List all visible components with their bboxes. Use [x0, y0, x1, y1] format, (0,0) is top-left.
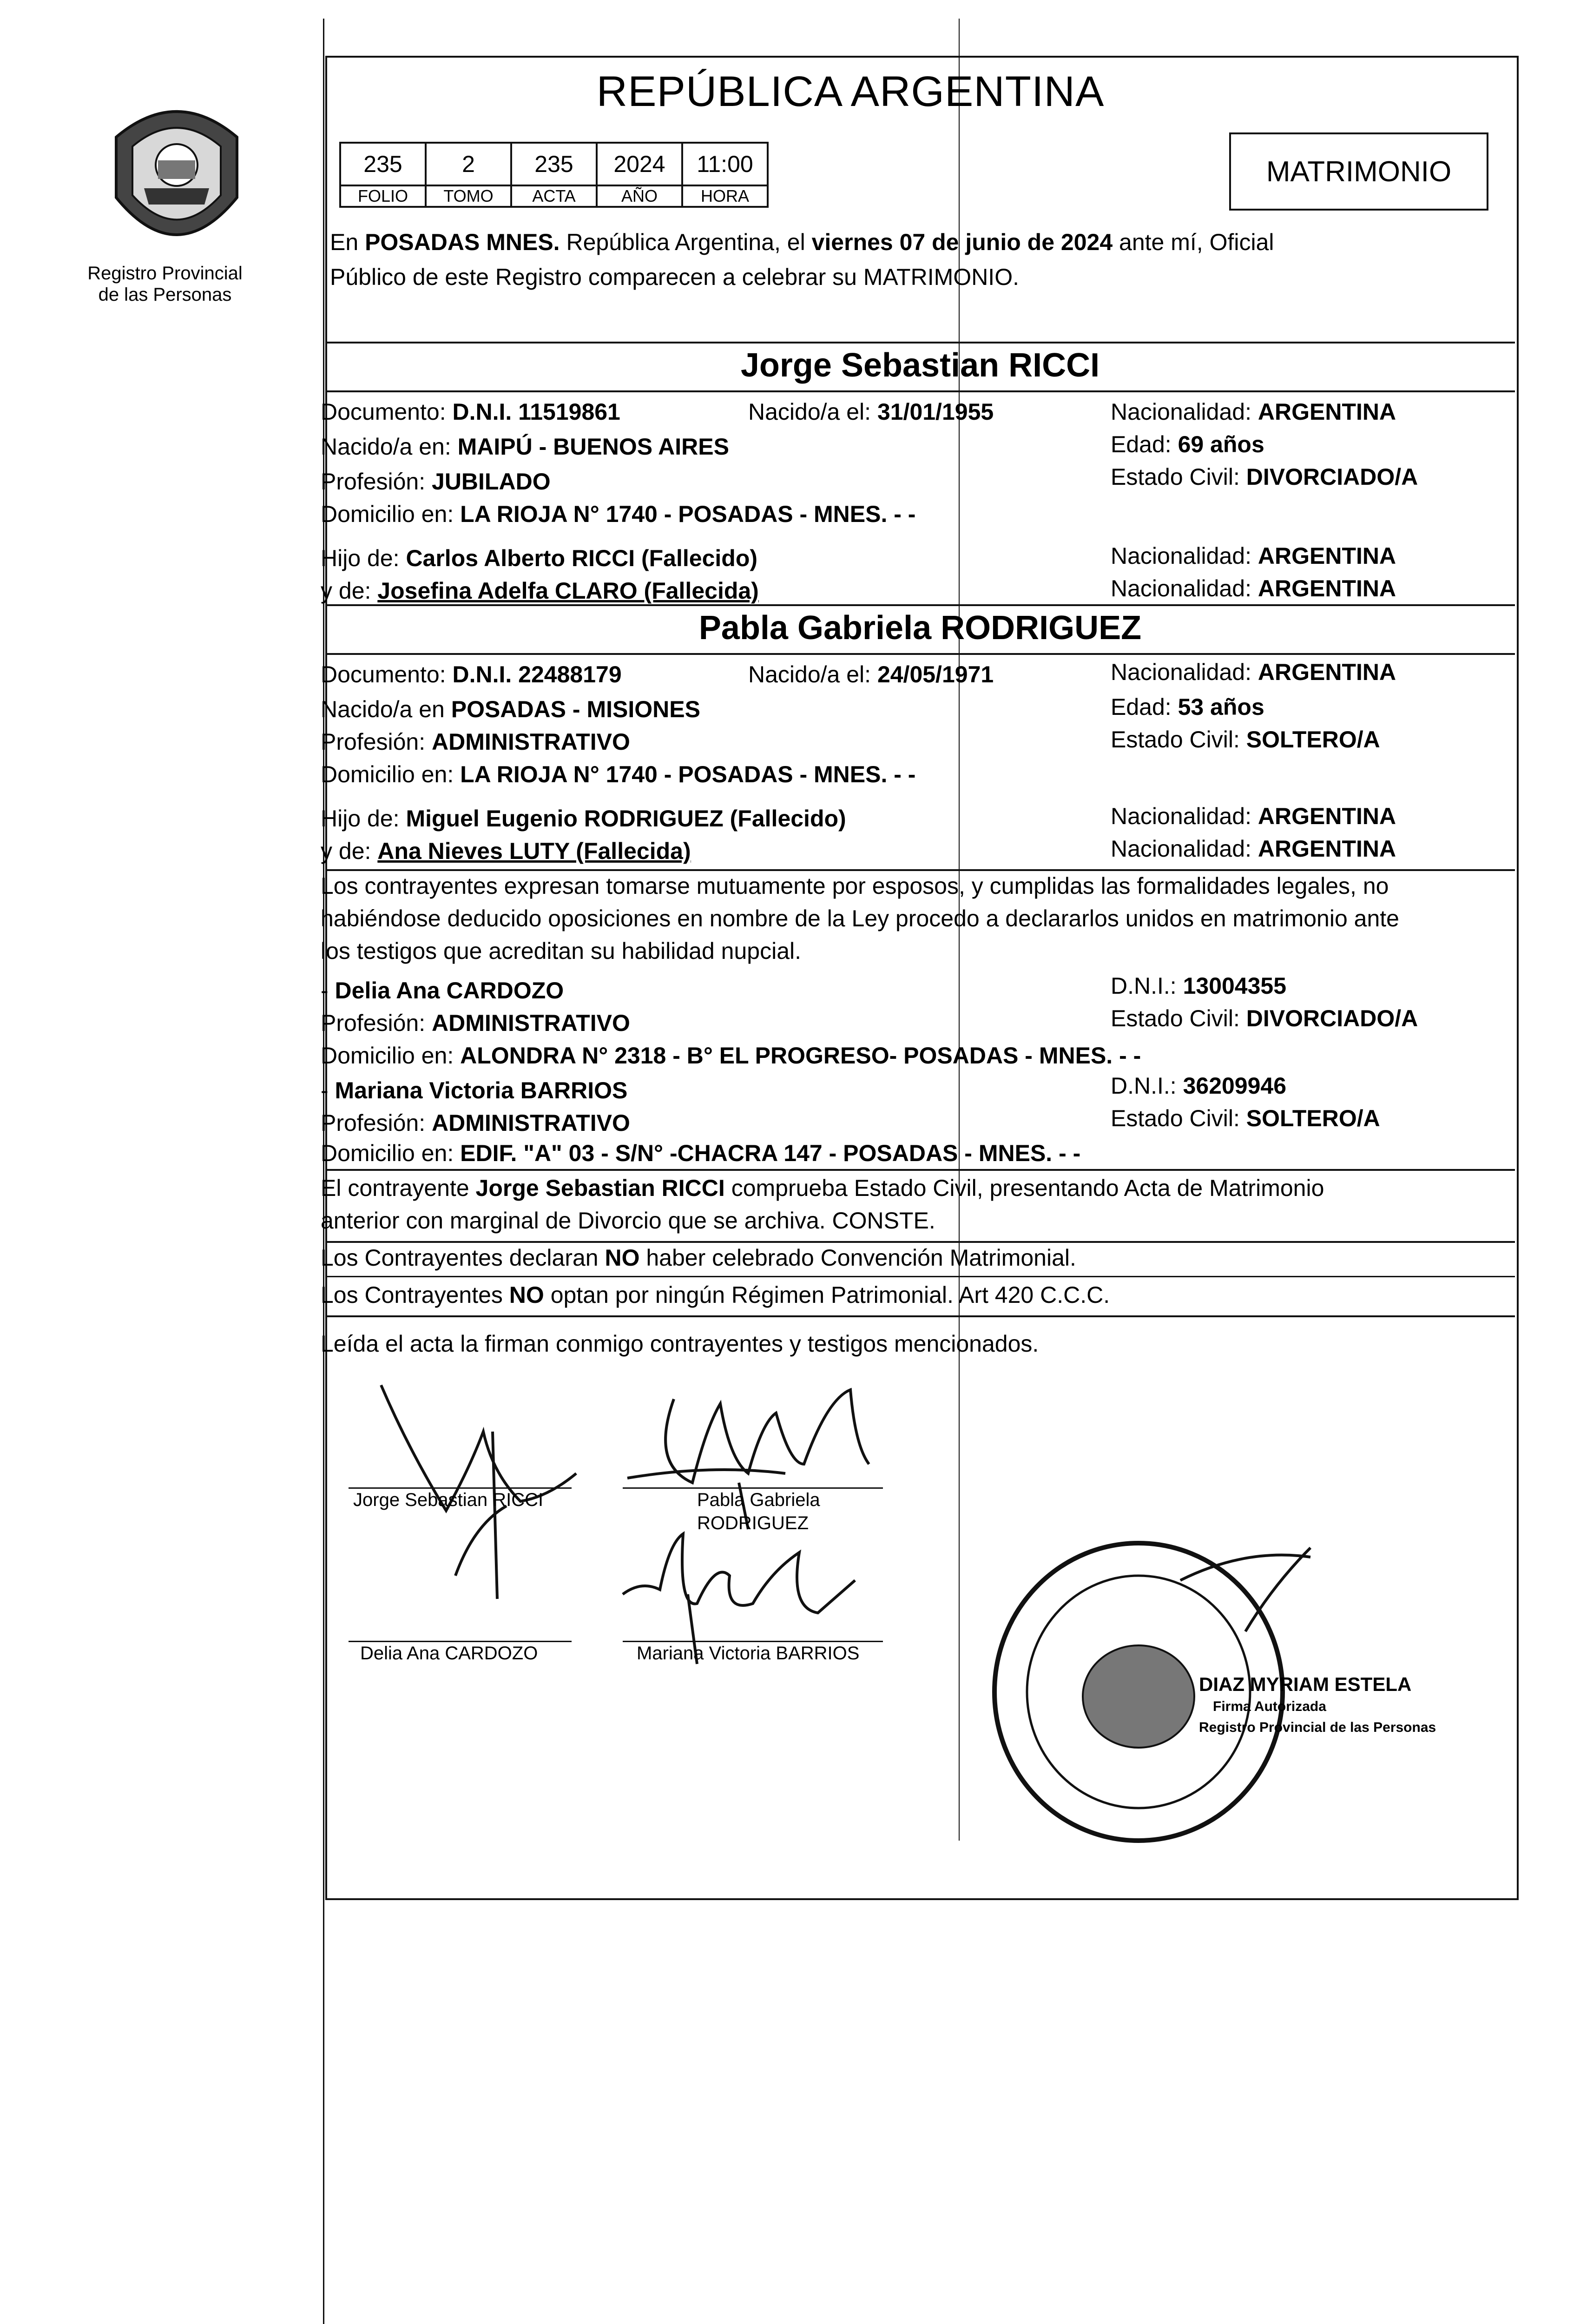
divider [325, 390, 1515, 392]
bride-father-nationality: Nacionalidad: ARGENTINA [1111, 803, 1396, 829]
tomo-value: 2 [426, 143, 511, 185]
document-type-box: MATRIMONIO [1229, 132, 1488, 211]
declaration-line1: Los contrayentes expresan tomarse mutuamente por esposos, y cumplidas las formalidades legales, no [321, 873, 1389, 899]
logo-caption [67, 263, 263, 305]
divider [325, 604, 1515, 606]
provincial-seal-icon [88, 95, 265, 263]
anio-value: 2024 [597, 143, 682, 185]
groom-father: Hijo de: Carlos Alberto RICCI (Fallecido) [321, 545, 758, 571]
page-title: REPÚBLICA ARGENTINA [596, 68, 1105, 115]
signature-line [349, 1641, 572, 1642]
acta-label: ACTA [511, 185, 597, 207]
witness2-signature-label: Mariana Victoria BARRIOS [637, 1643, 860, 1664]
bride-name-heading: Pabla Gabriela RODRIGUEZ [698, 609, 1142, 647]
groom-name-heading: Jorge Sebastian RICCI [740, 347, 1100, 384]
hora-label: HORA [682, 185, 768, 207]
witness1-signature-label: Delia Ana CARDOZO [360, 1643, 538, 1664]
divider [325, 342, 1515, 343]
bride-birthplace: Nacido/a en POSADAS - MISIONES [321, 696, 700, 722]
official-name: DIAZ MYRIAM ESTELA [1199, 1673, 1412, 1695]
groom-address: Domicilio en: LA RIOJA N° 1740 - POSADAS - MNES. - - [321, 501, 916, 527]
groom-signature-label: Jorge Sebastian RICCI [353, 1490, 544, 1510]
divider [325, 869, 1515, 871]
groom-mother-nationality: Nacionalidad: ARGENTINA [1111, 575, 1396, 601]
logo-caption-line2: de las Personas [98, 284, 232, 305]
witness1-dni: D.N.I.: 13004355 [1111, 973, 1287, 999]
divider [325, 653, 1515, 655]
witness2-profession: Profesión: ADMINISTRATIVO [321, 1110, 630, 1136]
bride-mother-nationality: Nacionalidad: ARGENTINA [1111, 836, 1396, 862]
convention-declaration: Los Contrayentes declaran NO haber celebrado Convención Matrimonial. [321, 1245, 1076, 1271]
groom-birthplace: Nacido/a en: MAIPÚ - BUENOS AIRES [321, 434, 729, 460]
official-role: Firma Autorizada [1213, 1699, 1326, 1714]
bride-nationality: Nacionalidad: ARGENTINA [1111, 659, 1396, 685]
witness2-civil-status: Estado Civil: SOLTERO/A [1111, 1105, 1380, 1131]
bride-address: Domicilio en: LA RIOJA N° 1740 - POSADAS - MNES. - - [321, 761, 916, 787]
hora-value: 11:00 [682, 143, 768, 185]
bride-mother: y de: Ana Nieves LUTY (Fallecida) [321, 838, 691, 864]
patrimonial-regime: Los Contrayentes NO optan por ningún Régimen Patrimonial. Art 420 C.C.C. [321, 1282, 1110, 1308]
bride-signature-label1: Pabla Gabriela [697, 1490, 820, 1510]
declaration-line3: los testigos que acreditan su habilidad nupcial. [321, 938, 802, 964]
declaration-line2: habiéndose deducido oposiciones en nombre de la Ley procedo a declararlos unidos en matrimonio ante [321, 905, 1399, 931]
intro-line1: En POSADAS MNES. República Argentina, el viernes 07 de junio de 2024 ante mí, Oficial [330, 229, 1274, 255]
intro-line2: Público de este Registro comparecen a celebrar su MATRIMONIO. [330, 264, 1019, 290]
bride-profession: Profesión: ADMINISTRATIVO [321, 729, 630, 755]
folio-label: FOLIO [340, 185, 426, 207]
groom-mother: y de: Josefina Adelfa CLARO (Fallecida) [321, 578, 759, 604]
prior-marriage-line1: El contrayente Jorge Sebastian RICCI comprueba Estado Civil, presentando Acta de Matrimonio [321, 1175, 1324, 1201]
groom-profession: Profesión: JUBILADO [321, 469, 551, 495]
divider [325, 1169, 1515, 1171]
witness1-name: - Delia Ana CARDOZO [321, 977, 564, 1004]
bride-father: Hijo de: Miguel Eugenio RODRIGUEZ (Fallecido) [321, 805, 846, 832]
prior-marriage-line2: anterior con marginal de Divorcio que se archiva. CONSTE. [321, 1208, 935, 1234]
bride-document: Documento: D.N.I. 22488179 [321, 661, 622, 687]
divider [325, 1241, 1515, 1243]
witness1-address: Domicilio en: ALONDRA N° 2318 - B° EL PROGRESO- POSADAS - MNES. - - [321, 1043, 1141, 1069]
witness1-profession: Profesión: ADMINISTRATIVO [321, 1010, 630, 1036]
registry-table [339, 142, 769, 208]
divider [325, 1315, 1515, 1317]
witness1-civil-status: Estado Civil: DIVORCIADO/A [1111, 1005, 1418, 1031]
bride-birthdate: Nacido/a el: 24/05/1971 [748, 661, 994, 687]
official-org: Registro Provincial de las Personas [1199, 1720, 1436, 1735]
groom-nationality: Nacionalidad: ARGENTINA [1111, 399, 1396, 425]
witness2-name: - Mariana Victoria BARRIOS [321, 1077, 628, 1103]
anio-label: AÑO [597, 185, 682, 207]
signature-line [623, 1487, 883, 1489]
signature-line [349, 1487, 572, 1489]
divider [325, 1276, 1515, 1277]
bride-civil-status: Estado Civil: SOLTERO/A [1111, 726, 1380, 753]
binding-line [323, 19, 324, 2324]
tomo-label: TOMO [426, 185, 511, 207]
signature-line [623, 1641, 883, 1642]
bride-age: Edad: 53 años [1111, 694, 1264, 720]
witness2-dni: D.N.I.: 36209946 [1111, 1073, 1287, 1099]
logo-caption-line1: Registro Provincial [87, 263, 243, 284]
groom-document: Documento: D.N.I. 11519861 [321, 399, 620, 425]
bride-signature-label2: RODRIGUEZ [697, 1513, 809, 1533]
witness2-address: Domicilio en: EDIF. "A" 03 - S/N° -CHACRA 147 - POSADAS - MNES. - - [321, 1140, 1081, 1166]
folio-value: 235 [340, 143, 426, 185]
groom-age: Edad: 69 años [1111, 431, 1264, 457]
groom-civil-status: Estado Civil: DIVORCIADO/A [1111, 464, 1418, 490]
closing-text: Leída el acta la firman conmigo contrayentes y testigos mencionados. [321, 1331, 1039, 1357]
groom-father-nationality: Nacionalidad: ARGENTINA [1111, 543, 1396, 569]
acta-value: 235 [511, 143, 597, 185]
groom-birthdate: Nacido/a el: 31/01/1955 [748, 399, 994, 425]
